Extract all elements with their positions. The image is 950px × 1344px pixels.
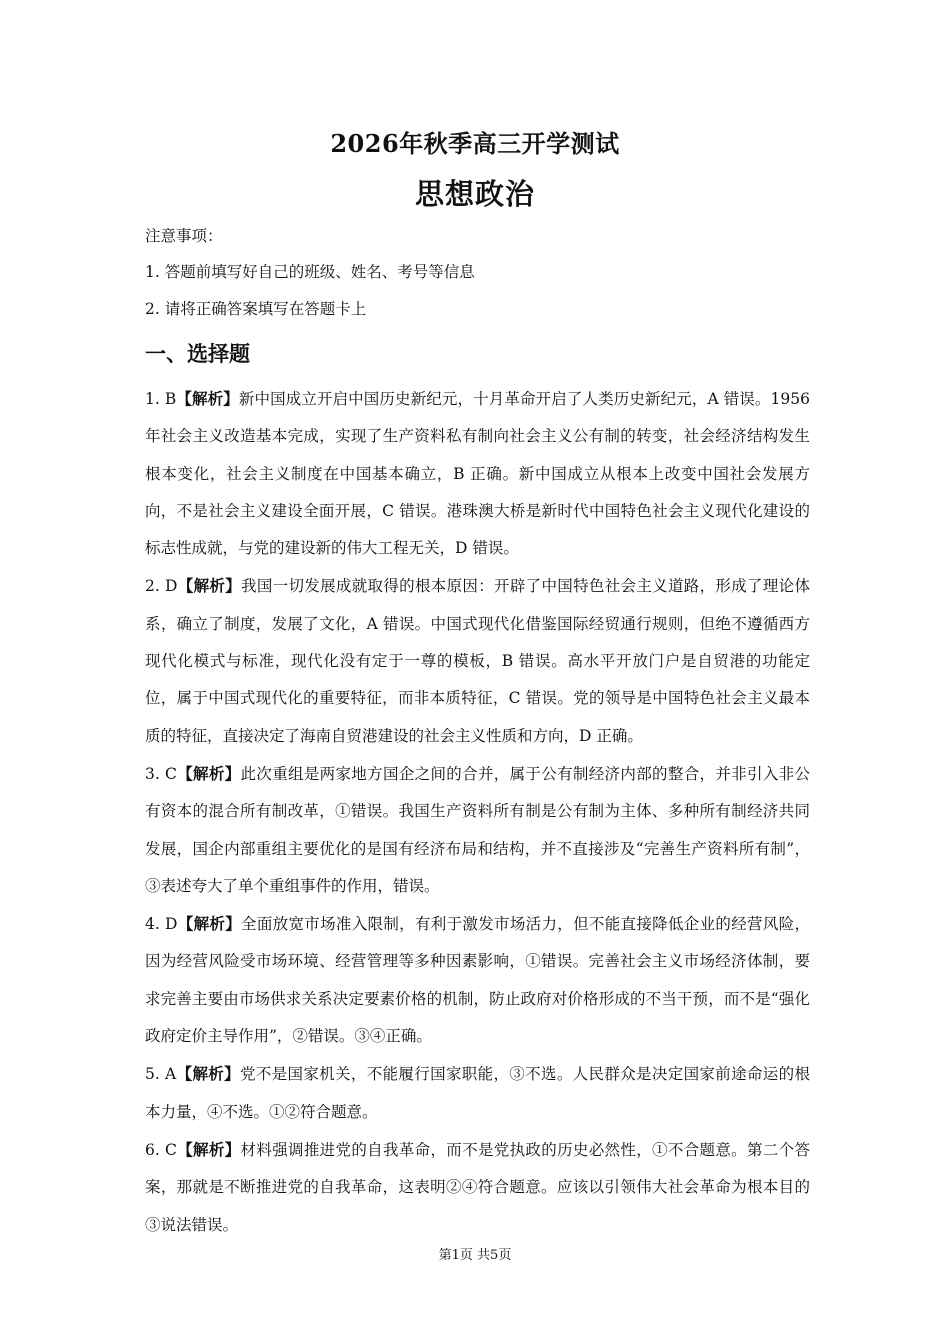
notice-heading: 注意事项： (145, 227, 223, 245)
answer-text: 新中国成立开启中国历史新纪元，十月革命开启了人类历史新纪元，A 错误。1956 年社会主义改造基本完成，实现了生产资料私有制向社会主义公有制的转变，社会经济结构发生根本变化，社会主义制度在中国基本确立，B 正确。新中国成立从根本上改变中国社会发展方向，不是社会主义建设全面开展，C 错误。港珠澳大桥是新时代中国特色社会主义现代化建设的标志性成就，与党的建设新的伟大工程无关，D 错误。 (145, 390, 810, 558)
exam-title: 2026年秋季高三开学测试 (330, 129, 620, 158)
answer-text: 全面放宽市场准入限制，有利于激发市场活力，但不能直接降低企业的经营风险，因为经营风险受市场环境、经营管理等多种因素影响，①错误。完善社会主义市场经济体制，要求完善主要由市场供求关系决定要素价格的机制，防止政府对价格形成的不当干预，而不是“强化政府定价主导作用”，②错误。③④正确。 (145, 915, 810, 1046)
answer-list (145, 380, 810, 1244)
answer-item-5 (145, 1055, 810, 1131)
subject-title: 思想政治 (414, 177, 535, 211)
answer-text: 材料强调推进党的自我革命，而不是党执政的历史必然性，①不合题意。第二个答案，那就是不断推进党的自我革命，这表明②④符合题意。应该以引领伟大社会革命为根本目的③说法错误。 (145, 1140, 810, 1234)
answer-item-4 (145, 905, 810, 1055)
answer-item-2 (145, 567, 810, 754)
answer-text: 党不是国家机关，不能履行国家职能，③不选。人民群众是决定国家前途命运的根本力量，④不选。①②符合题意。 (145, 1065, 810, 1121)
analysis-tag: 【解析】 (177, 914, 242, 934)
analysis-tag: 【解析】 (176, 763, 241, 783)
section-title: 一、选择题 (145, 342, 250, 366)
answer-number: 2. D (145, 577, 178, 596)
answer-number: 1. B (145, 390, 177, 408)
answer-text: 此次重组是两家地方国企之间的合并，属于公有制经济内部的整合，并非引入非公有资本的混合所有制改革，①错误。我国生产资料所有制是公有制为主体、多种所有制经济共同发展，国企内部重组主要优化的是国有经济布局和结构，并不直接涉及“完善生产资料所有制”，③表述夸大了单个重组事件的作用，错误。 (145, 764, 810, 895)
answer-number: 5. A (145, 1065, 177, 1084)
answer-number: 6. C (145, 1140, 177, 1159)
analysis-tag: 【解析】 (176, 1139, 241, 1159)
answer-item-3 (145, 755, 810, 905)
answer-item-1 (145, 380, 810, 567)
answer-text: 我国一切发展成就取得的根本原因：开辟了中国特色社会主义道路，形成了理论体系，确立了制度，发展了文化，A 错误。中国式现代化借鉴国际经贸通行规则，但绝不遵循西方现代化模式与标准，现代化没有定于一尊的模板，B 错误。高水平开放门户是自贸港的功能定位，属于中国式现代化的重要特征，而非本质特征，C 错误。党的领导是中国特色社会主义最本质的特征，直接决定了海南自贸港建设的社会主义性质和方向，D 正确。 (145, 577, 810, 745)
analysis-tag: 【解析】 (176, 1064, 240, 1084)
notice-item-2: 2. 请将正确答案填写在答题卡上 (145, 300, 367, 318)
answer-number: 3. C (145, 764, 177, 783)
page-indicator: 第1页 共5页 (438, 1248, 512, 1263)
answer-number: 4. D (145, 915, 178, 934)
analysis-tag: 【解析】 (177, 576, 242, 596)
notice-item-1: 1. 答题前填写好自己的班级、姓名、考号等信息 (145, 263, 475, 281)
answer-item-6 (145, 1131, 810, 1244)
analysis-tag: 【解析】 (176, 389, 239, 408)
